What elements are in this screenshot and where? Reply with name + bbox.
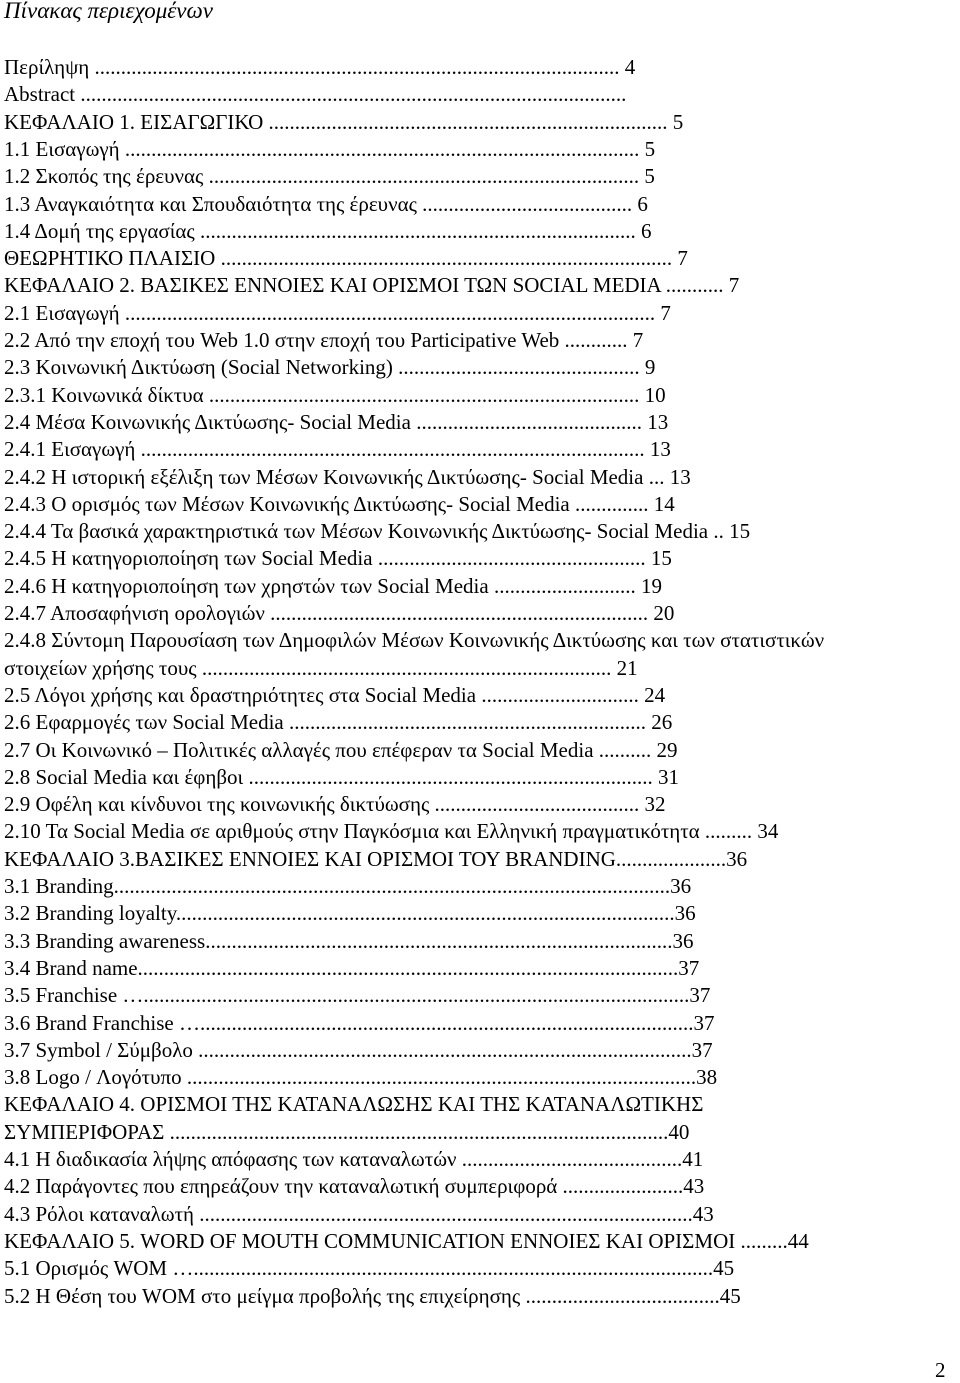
toc-entry: 4.1 Η διαδικασία λήψης απόφασης των καταναλωτών ..........................................41: [4, 1147, 704, 1171]
toc-entry: ΚΕΦΑΛΑΙΟ 1. ΕΙΣΑΓΩΓΙΚΟ ............................................................................ 5: [4, 109, 684, 134]
toc-entry: 2.2 Από την εποχή του Web 1.0 στην εποχή του Participative Web ............ 7: [4, 328, 644, 352]
toc-entry: 4.3 Ρόλοι καταναλωτή ..............................................................................................43: [4, 1201, 714, 1226]
toc-entry: στοιχείων χρήσης τους .............................................................................. 21: [4, 655, 638, 680]
toc-entry: ΚΕΦΑΛΑΙΟ 3.ΒΑΣΙΚΕΣ ΕΝΝΟΙΕΣ ΚΑΙ ΟΡΙΣΜΟΙ ΤΟΥ BRANDING.....................36: [4, 846, 748, 871]
toc-entry: 3.5 Franchise …........................................................................................................37: [4, 983, 711, 1008]
toc-entry: 2.10 Τα Social Media σε αριθμούς στην Παγκόσμια και Ελληνική πραγματικότητα ......... 34: [4, 819, 779, 844]
toc-entry: 2.5 Λόγοι χρήσης και δραστηριότητες στα Social Media .............................. 24: [4, 682, 666, 707]
toc-entry: 2.4.1 Εισαγωγή ................................................................................................ 13: [4, 437, 671, 462]
toc-entry: 2.4.6 Η κατηγοριοποίηση των χρηστών των Social Media ........................... 19: [4, 573, 662, 598]
toc-entry: 1.4 Δομή της εργασίας ................................................................................... 6: [4, 218, 652, 243]
toc-entry: 3.4 Brand name.......................................................................................................37: [4, 955, 700, 980]
toc-entry: 2.6 Εφαρμογές των Social Media .................................................................... 26: [4, 710, 673, 735]
toc-entry: 3.3 Branding awareness.........................................................................................36: [4, 928, 694, 953]
toc-entry: 2.4.5 Η κατηγοριοποίηση των Social Media ................................................... 15: [4, 546, 672, 571]
toc-entry: 3.8 Logo / Λογότυπο .................................................................................................38: [4, 1065, 718, 1090]
toc-entry: ΣΥΜΠΕΡΙΦΟΡΑΣ ...............................................................................................40: [4, 1119, 690, 1144]
toc-entry: 3.7 Symbol / Σύμβολο ..............................................................................................37: [4, 1037, 713, 1062]
toc-entry: Abstract ........................................................................................................: [4, 82, 627, 107]
toc-entry: 2.8 Social Media και έφηβοι ............................................................................. 31: [4, 764, 679, 789]
toc-entry: 2.4.3 Ο ορισμός των Μέσων Κοινωνικής Δικτύωσης- Social Media .............. 14: [4, 491, 675, 516]
toc-entry: 2.4.2 Η ιστορική εξέλιξη των Μέσων Κοινωνικής Δικτύωσης- Social Media ... 13: [4, 464, 691, 489]
toc-entry: 1.3 Αναγκαιότητα και Σπουδαιότητα της έρευνας ........................................ 6: [4, 191, 648, 216]
toc-entry: 2.4 Μέσα Κοινωνικής Δικτύωσης- Social Media ........................................... 13: [4, 409, 669, 434]
toc-entry: 1.1 Εισαγωγή .................................................................................................. 5: [4, 136, 656, 161]
toc-entry: 3.1 Branding..........................................................................................................36: [4, 874, 692, 898]
toc-entry: 2.4.8 Σύντομη Παρουσίαση των Δημοφιλών Μέσων Κοινωνικής Δικτύωσης και των στατιστικών: [4, 628, 825, 653]
toc-entry: ΚΕΦΑΛΑΙΟ 2. ΒΑΣΙΚΕΣ ΕΝΝΟΙΕΣ ΚΑΙ ΟΡΙΣΜΟΙ ΤΩΝ SOCIAL MEDIA ........... 7: [4, 273, 740, 298]
toc-entry: 3.2 Branding loyalty...............................................................................................36: [4, 901, 696, 926]
toc-entry: 2.7 Οι Κοινωνικό – Πολιτικές αλλαγές που επέφεραν τα Social Media .......... 29: [4, 737, 678, 762]
toc-entry: 2.3.1 Κοινωνικά δίκτυα .................................................................................. 10: [4, 382, 666, 407]
toc-entry: 2.9 Οφέλη και κίνδυνοι της κοινωνικής δικτύωσης ....................................... 32: [4, 792, 666, 817]
toc-title: Πίνακας περιεχομένων: [4, 0, 213, 23]
toc-entry: 3.6 Brand Franchise …..............................................................................................37: [4, 1010, 715, 1035]
toc-entry: 2.1 Εισαγωγή ..................................................................................................... 7: [4, 300, 671, 325]
toc-entry: ΚΕΦΑΛΑΙΟ 5. WORD OF MOUTH COMMUNICATION ΕΝΝΟΙΕΣ ΚΑΙ ΟΡΙΣΜΟΙ .........44: [4, 1228, 809, 1253]
toc-entry: 2.4.4 Τα βασικά χαρακτηριστικά των Μέσων Κοινωνικής Δικτύωσης- Social Media .. 15: [4, 519, 751, 544]
page-number: 2: [935, 1358, 946, 1382]
toc-entry: 4.2 Παράγοντες που επηρεάζουν την καταναλωτική συμπεριφορά .......................43: [4, 1174, 705, 1199]
toc-entry: ΚΕΦΑΛΑΙΟ 4. ΟΡΙΣΜΟΙ ΤΗΣ ΚΑΤΑΝΑΛΩΣΗΣ ΚΑΙ ΤΗΣ ΚΑΤΑΝΑΛΩΤΙΚΗΣ: [4, 1092, 704, 1117]
toc-entry: Περίληψη .................................................................................................... 4: [4, 55, 636, 79]
toc-entry: ΘΕΩΡΗΤΙΚΟ ΠΛΑΙΣΙΟ ...................................................................................... 7: [4, 246, 688, 271]
toc-entry: 2.4.7 Αποσαφήνιση ορολογιών ........................................................................ 20: [4, 601, 675, 625]
toc-entry: 2.3 Κοινωνική Δικτύωση (Social Networking) .............................................. 9: [4, 355, 656, 380]
toc-entry: 5.2 Η Θέση του WOM στο μείγμα προβολής της επιχείρησης .....................................45: [4, 1283, 741, 1308]
toc-entry: 1.2 Σκοπός της έρευνας .................................................................................. 5: [4, 164, 655, 189]
toc-entry: 5.1 Ορισμός WOM …...................................................................................................45: [4, 1256, 735, 1281]
